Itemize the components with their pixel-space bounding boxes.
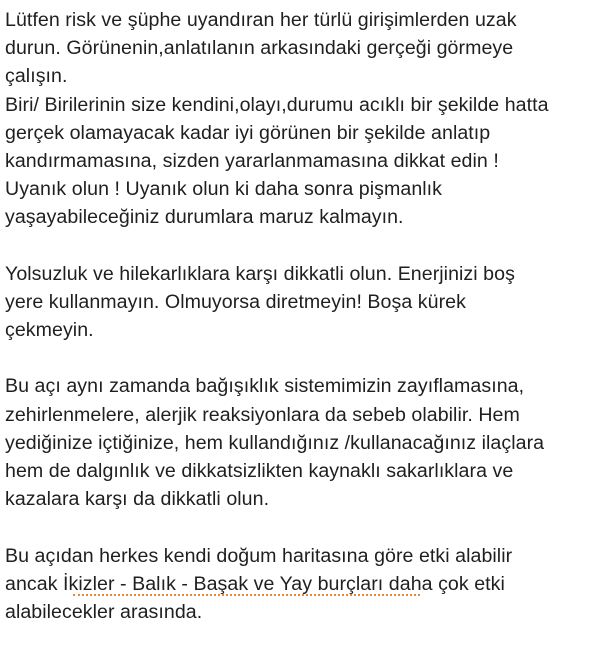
text-line: hem de dalgınlık ve dikkatsizlikten kaynaklı sakarlıklara ve [5,460,514,482]
paragraph-health [5,372,601,513]
text-line: yediğinize içtiğinize, hem kullandığınız /kullanacağınız ilaçlara [5,431,545,454]
paragraph-warning [5,6,601,232]
spellcheck-underline [73,594,420,596]
text-line: kandırmamasına, sizden yararlanmamasına dikkat edin ! [5,149,499,172]
text-line: Uyanık olun ! Uyanık olun ki daha sonra pişmanlık [5,178,443,201]
text-line: zehirlenmelere, alerjik reaksiyonlara da sebeb olabilir. Hem [5,403,520,426]
text-line: çalışın. [5,65,68,88]
text-line: ancak İkizler - Balık - Başak ve Yay burçları daha çok etki [5,572,505,595]
document-text [5,6,601,654]
text-line: Biri/ Birilerinin size kendini,olayı,durumu acıklı bir şekilde hatta [5,93,549,116]
paragraph-corruption [5,260,601,345]
paragraph-zodiac [5,542,601,627]
text-line: durun. Görünenin,anlatılanın arkasındaki gerçeği görmeye [5,37,514,60]
text-line: Lütfen risk ve şüphe uyandıran her türlü girişimlerden uzak [5,9,517,31]
text-line: alabilecekler arasında. [5,600,203,623]
text-line: yaşayabileceğiniz durumlara maruz kalmayın. [5,206,404,229]
text-line: gerçek olamayacak kadar iyi görünen bir şekilde anlatıp [5,121,491,144]
text-line: kazalara karşı da dikkatli olun. [5,488,270,511]
text-line: Yolsuzluk ve hilekarlıklara karşı dikkatli olun. Enerjinizi boş [5,262,515,285]
text-line: çekmeyin. [5,319,94,342]
text-line: Bu açı aynı zamanda bağışıklık sistemimizin zayıflamasına, [5,375,525,398]
text-line: Bu açıdan herkes kendi doğum haritasına göre etki alabilir [5,544,513,567]
text-line: yere kullanmayın. Olmuyorsa diretmeyin! Boşa kürek [5,290,466,313]
